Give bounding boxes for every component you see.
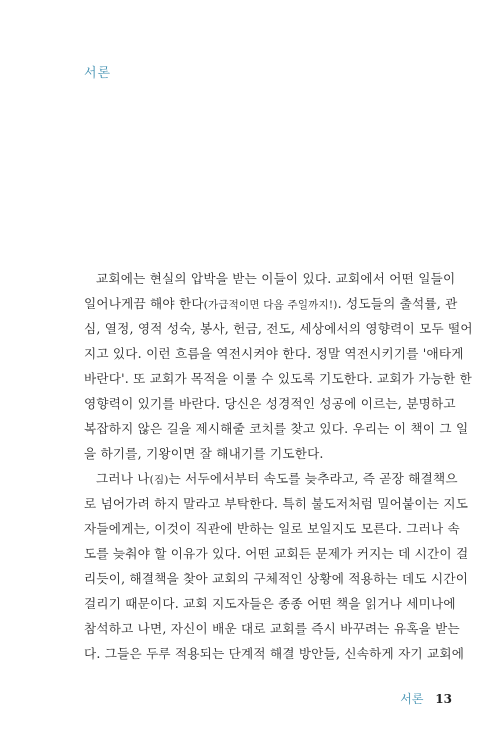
text-line: 영향력이 있기를 바란다. 당신은 성경적인 성공에 이르는, 분명하고 [84, 396, 456, 411]
text-line: 참석하고 나면, 자신이 배운 대로 교회를 즉시 바꾸려는 유혹을 받는 [84, 621, 460, 636]
text-line: 심, 열정, 영적 성숙, 봉사, 헌금, 전도, 세상에서의 영향력이 모두 떨어 [84, 321, 473, 336]
text-line: 을 하기를, 기왕이면 잘 해내기를 기도한다. [84, 446, 324, 461]
text-line: 교회에는 현실의 압박을 받는 이들이 있다. 교회에서 어떤 일들이 [96, 271, 456, 286]
section-label: 서론 [84, 66, 112, 81]
text-line: 다. 그들은 두루 적용되는 단계적 해결 방안들, 신속하게 자기 교회에 [84, 646, 465, 661]
text-line: 바란다'. 또 교회가 목적을 이룰 수 있도록 기도한다. 교회가 가능한 한 [84, 371, 472, 386]
body-text [84, 266, 473, 666]
text-line: 걸리기 때문이다. 교회 지도자들은 종종 어떤 책을 읽거나 세미나에 [84, 596, 456, 611]
text-line: 리듯이, 해결책을 찾아 교회의 구체적인 상황에 적용하는 데도 시간이 [84, 571, 469, 586]
parenthetical-note: (짐) [149, 474, 169, 486]
text-line: 일어나게끔 해야 한다(가급적이면 다음 주일까지!). 성도들의 출석률, 관 [84, 296, 458, 311]
text-line: 지고 있다. 이런 흐름을 역전시켜야 한다. 정말 역전시키기를 '애타게 [84, 346, 464, 361]
text-line: 로 넘어가려 하지 말라고 부탁한다. 특히 불도저처럼 밀어붙이는 지도 [84, 496, 469, 511]
page-number: 13 [435, 692, 452, 706]
parenthetical-note: (가급적이면 다음 주일까지!) [203, 299, 338, 311]
page-footer [400, 690, 452, 707]
text-line: 복잡하지 않은 길을 제시해줄 코치를 찾고 있다. 우리는 이 책이 그 일 [84, 421, 469, 436]
footer-section-label: 서론 [400, 692, 424, 706]
text-line: 그러나 나(짐)는 서두에서부터 속도를 늦추라고, 즉 곧장 해결책으 [96, 471, 458, 486]
text-line: 자들에게는, 이것이 직관에 반하는 일로 보일지도 모른다. 그러나 속 [84, 521, 460, 536]
text-line: 도를 늦춰야 할 이유가 있다. 어떤 교회든 문제가 커지는 데 시간이 걸 [84, 546, 469, 561]
